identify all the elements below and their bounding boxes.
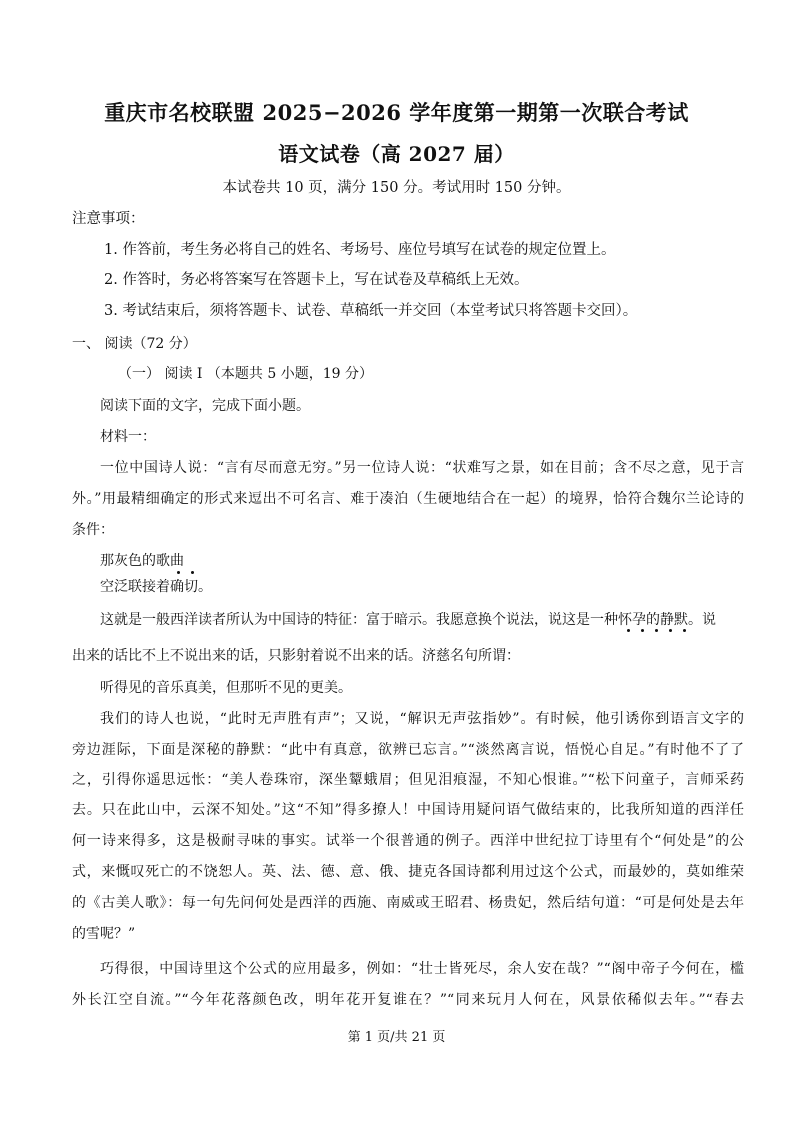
emphasis-dot: [627, 629, 630, 632]
paragraph-3-line-8: 的雪呢？”: [72, 926, 136, 942]
paragraph-3-line-7: 的《古美人歌》：每一句先问何处是西洋的西施、南威或王昭君、杨贵妃，然后结句道：“可是何处是去年: [72, 895, 744, 911]
material-label: 材料一：: [100, 429, 156, 445]
paragraph-1-line-2: 外。”用最精细确定的形式来逗出不可名言、难于凑泊（生硬地结合在一起）的境界，恰符合魏尔兰论诗的: [72, 491, 744, 507]
paragraph-3-line-6: 式，来慨叹死亡的不饶恕人。英、法、德、意、俄、捷克各国诗都利用过这个公式，而最妙的，莫如维荣: [72, 864, 744, 880]
paragraph-2-line-1: 这就是一般西洋读者所认为中国诗的特征：富于暗示。我愿意换个说法，说这是一种怀孕的静默。说: [100, 612, 716, 628]
exam-subtitle: 语文试卷（高 2027 届）: [278, 142, 515, 166]
paragraph-4-line-2: 外长江空自流。”“今年花落颜色改，明年花开复谁在？”“同来玩月人何在，风景依稀似去年。”“春去: [72, 992, 744, 1008]
notice-item-2: 2. 作答时，务必将答案写在答题卡上，写在试卷及草稿纸上无效。: [104, 272, 529, 288]
paragraph-3-line-3: 之，引得你遥思远怅：“美人卷珠帘，深坐颦蛾眉；但见泪痕湿，不知心恨谁。”“松下问童子，言师采药: [72, 772, 744, 788]
poem-line-2: 空泛联接着确切。: [100, 579, 212, 595]
notice-heading: 注意事项：: [72, 211, 145, 227]
emphasis-dot: [191, 571, 194, 574]
section-instruction: 阅读下面的文字，完成下面小题。: [100, 398, 310, 414]
paragraph-4-line-1: 巧得很，中国诗里这个公式的应用最多，例如：“壮士皆死尽，余人安在哉？”“阁中帝子今何在，槛: [100, 961, 744, 977]
paragraph-3-line-5: 何一诗来得多，这是极耐寻味的事实。试举一个很普通的例子。西洋中世纪拉丁诗里有个“何处是”的公: [72, 833, 744, 849]
emphasis-dot: [177, 571, 180, 574]
section-sub-heading: （一） 阅读 I （本题共 5 小题，19 分）: [118, 366, 373, 382]
poem-line-1: 那灰色的歌曲: [100, 553, 184, 569]
page-number: 第 1 页/共 21 页: [347, 1030, 446, 1045]
notice-item-3: 3. 考试结束后，须将答题卡、试卷、草稿纸一并交回（本堂考试只将答题卡交回）。: [104, 303, 638, 319]
paragraph-1-line-1: 一位中国诗人说：“言有尽而意无穷。”另一位诗人说：“状难写之景，如在目前；含不尽之意，见于言: [100, 460, 744, 476]
section-heading: 一、 阅读（72 分）: [72, 336, 197, 352]
emphasis-dot: [655, 629, 658, 632]
paragraph-1-line-3: 条件：: [72, 522, 114, 538]
paragraph-2-line-2: 出来的话比不上不说出来的话，只影射着说不出来的话。济慈名句所谓：: [72, 648, 520, 664]
emphasis-dot: [641, 629, 644, 632]
notice-item-1: 1. 作答前，考生务必将自己的姓名、考场号、座位号填写在试卷的规定位置上。: [104, 242, 616, 258]
emphasis-dot: [669, 629, 672, 632]
quote-line: 听得见的音乐真美，但那听不见的更美。: [100, 680, 352, 696]
emphasis-dot: [683, 629, 686, 632]
exam-info: 本试卷共 10 页，满分 150 分。考试用时 150 分钟。: [222, 180, 571, 196]
paragraph-3-line-4: 去。只在此山中，云深不知处。”这“不知”得多撩人！中国诗用疑问语气做结束的，比我所知道的西洋任: [72, 802, 744, 818]
paragraph-3-line-2: 旁边涯际，下面是深秘的静默：“此中有真意，欲辨已忘言。”“淡然离言说，悟悦心自足。”有时他不了了: [72, 742, 744, 758]
exam-title: 重庆市名校联盟 2025−2026 学年度第一期第一次联合考试: [104, 100, 689, 125]
paragraph-3-line-1: 我们的诗人也说，“此时无声胜有声”；又说，“解识无声弦指妙”。有时候，他引诱你到语言文字的: [100, 711, 744, 727]
